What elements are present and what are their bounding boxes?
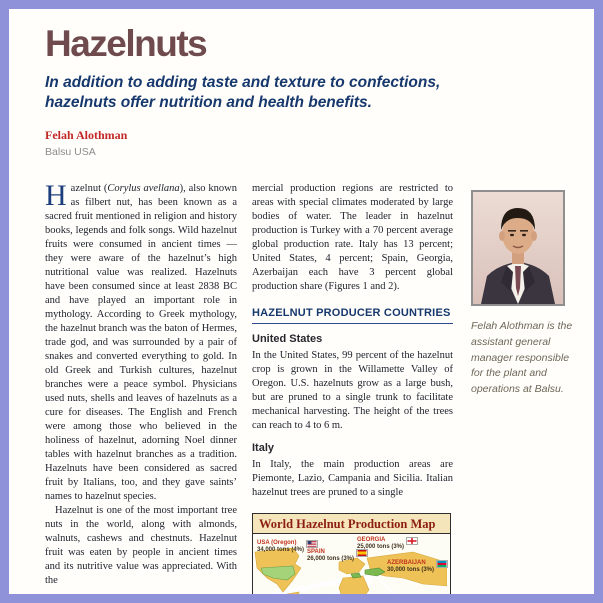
paragraph-text: ), also known as filbert nut, has been known as a sacred fruit mentioned in religion and history books, legends and folk songs. Wild hazelnut fruits were consumed in ancient times — they were aware of the hazelnut’s high nutritional value was realized. Hazelnuts have been consumed since at least 2838 BC and have played an important role in mythology. According to Greek mythology, the hazelnut branch was the baton of Hermes, trade god, and was surrounded by a pair of snakes and converted everything to gold. In old Greek and Turkish cultures, hazelnut branches were a peace symbol. Physicians used nuts, shells and leaves of hazelnuts as a cure for diseases. The English and French were among those who believed in the holiness of hazelnut, adorning Noel dinner tables with hazelnut branches as a tradition. Hazelnuts have been considered as sacred fruit by Italians, too, and they gave saints’ names to hazelnut species.: [45, 183, 237, 503]
map-country-name: AZERBAIJAN: [387, 560, 426, 567]
paragraph-united-states: In the United States, 99 percent of the hazelnut crop is grown in the Willamette Valley of Oregon. U.S. hazelnuts grow as a large bush, but are pruned to a single trunk to facilitate mechanical harvesting. The height of the trees can reach to 4 to 6 m.: [252, 350, 453, 432]
portrait-illustration: [473, 192, 563, 304]
section-heading-producer-countries: HAZELNUT PRODUCER COUNTRIES: [252, 306, 453, 324]
paragraph-italy: In Italy, the main production areas are Piemonte, Lazio, Campania and Sicilia. Italian hazelnut trees are pruned to a single: [252, 459, 453, 499]
subtitle-line-1: In addition to adding taste and texture to confections,: [45, 73, 441, 91]
article-header: [45, 25, 554, 158]
author-portrait-photo: [471, 190, 565, 306]
paragraph-text: azelnut (: [70, 183, 108, 195]
article-body: [45, 179, 594, 603]
subtitle-line-2: hazelnuts offer nutrition and health benefits.: [45, 93, 372, 111]
world-production-map-figure: [252, 513, 451, 603]
article-subtitle: [45, 73, 554, 113]
drop-cap: H: [45, 179, 67, 213]
usa-flag-icon: [306, 540, 318, 548]
sidebar: [471, 182, 575, 603]
subhead-italy: Italy: [252, 442, 275, 455]
world-map: [253, 534, 450, 603]
map-label-spain: [307, 549, 368, 563]
map-country-name: USA (Oregon): [257, 540, 297, 547]
map-country-value: 34,000 tons (4%): [257, 547, 305, 554]
map-title: World Hazelnut Production Map: [253, 514, 450, 534]
species-latin-name: Corylus avellana: [107, 183, 180, 195]
paragraph-production: mercial production regions are restricted to areas with special climates moderated by large bodies of water. The leader in hazelnut production is Turkey with a 70 percent average global production rate. Italy has 13 percent; United States, 4 percent; Spain, Georgia, Azerbaijan each have 3 percent global production share (Figures 1 and 2).: [252, 183, 453, 293]
map-country-value: 30,000 tons (3%): [387, 567, 435, 574]
map-country-value: 26,000 tons (3%): [307, 556, 355, 563]
map-country-name: SPAIN: [307, 549, 325, 556]
azerbaijan-flag-icon: [436, 560, 448, 568]
map-country-value: 25,000 tons (3%): [357, 544, 405, 551]
map-label-georgia: [357, 537, 418, 551]
text-column-1: [45, 179, 237, 603]
page-title: Hazelnuts: [45, 23, 207, 64]
subhead-united-states: United States: [252, 333, 323, 346]
photo-caption: Felah Alothman is the assistant general manager responsible for the plant and operations at Balsu.: [471, 320, 573, 396]
paragraph-tree-nuts: Hazelnut is one of the most important tree nuts in the world, along with almonds, walnuts, cashews and chestnuts. Hazelnut fruit was eaten by people in ancient times and its nutritive value was appreciated. With the: [45, 505, 237, 587]
author-affiliation: Balsu USA: [45, 146, 96, 159]
author-name: Felah Alothman: [45, 128, 128, 143]
map-country-name: GEORGIA: [357, 537, 386, 544]
map-label-azerbaijan: [387, 560, 448, 574]
georgia-flag-icon: [406, 537, 418, 545]
paragraph-intro: [45, 179, 237, 504]
text-column-2: [252, 182, 453, 603]
